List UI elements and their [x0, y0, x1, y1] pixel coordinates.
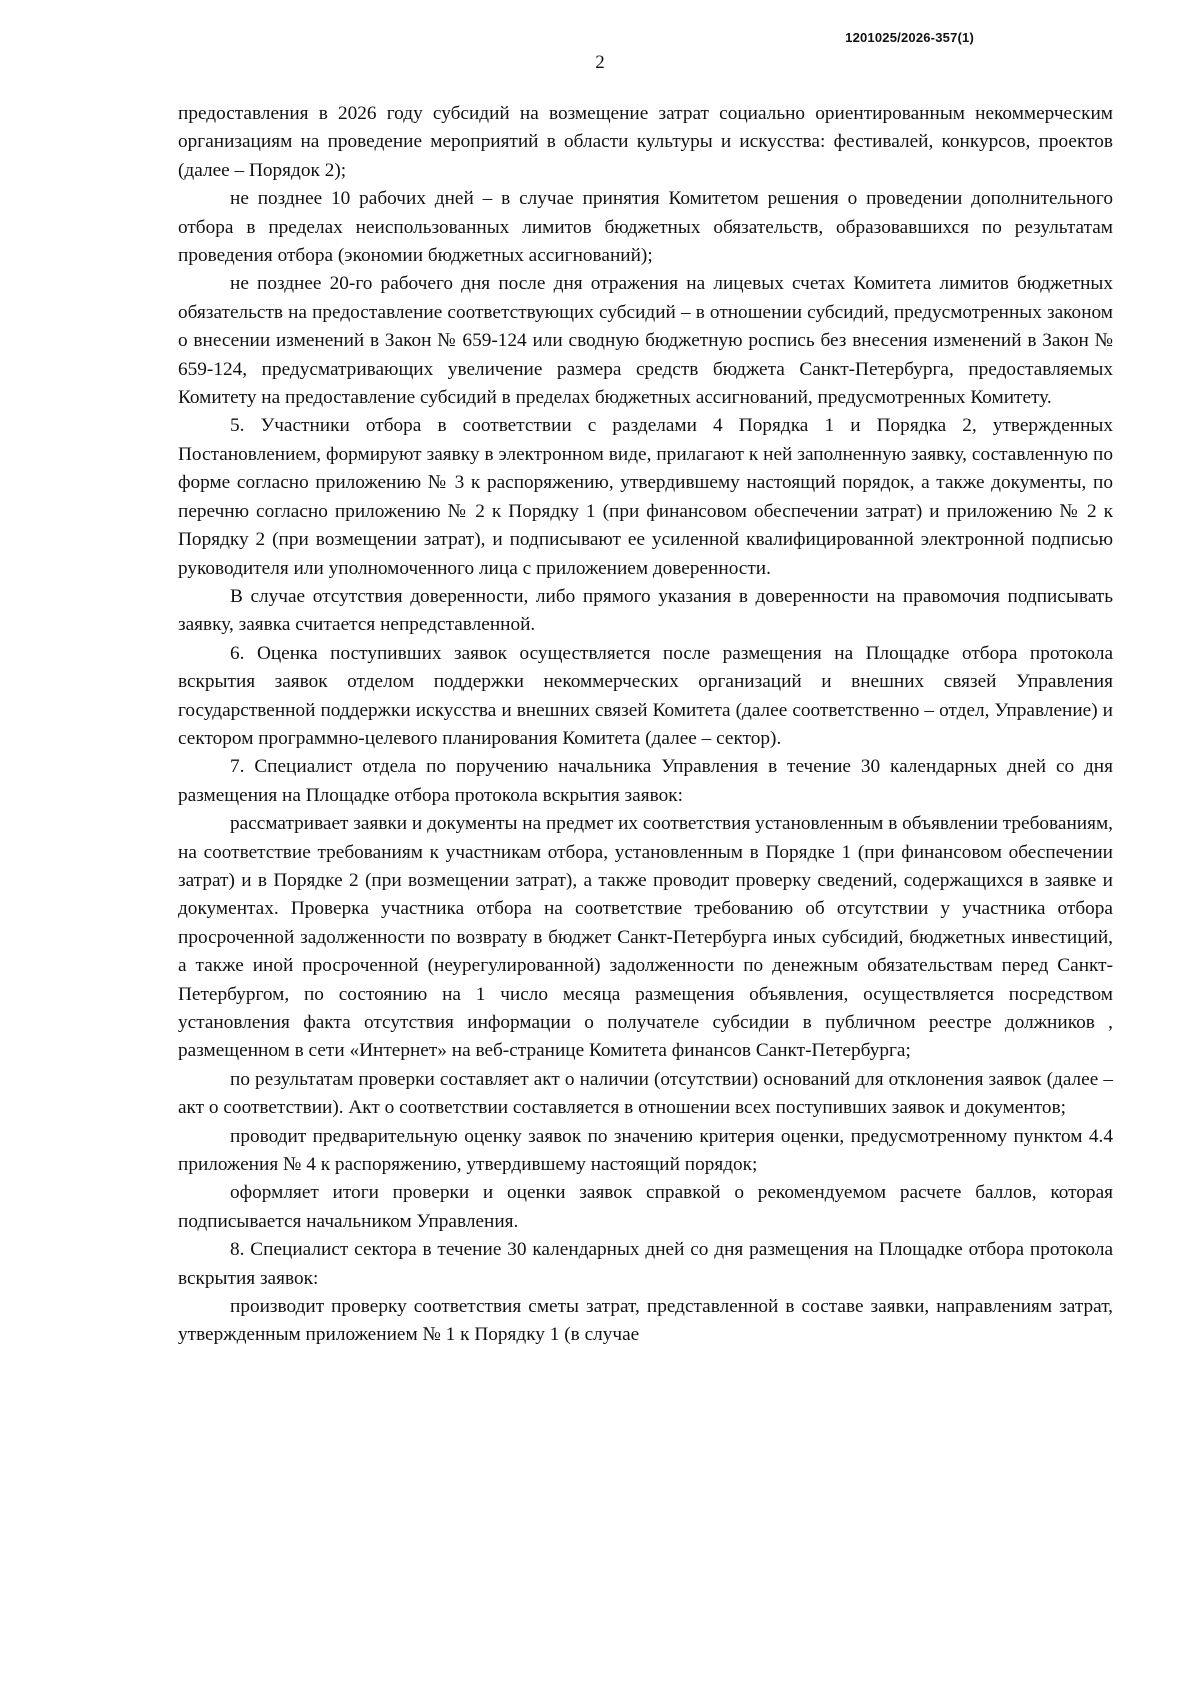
paragraph-item-7-summary: оформляет итоги проверки и оценки заявок справкой о рекомендуемом расчете баллов, которая подписывается начальником Управления. — [178, 1182, 1113, 1232]
paragraph-item-7-preliminary-evaluation: проводит предварительную оценку заявок по значению критерия оценки, предусмотренному пунктом 4.4 приложения № 4 к распоряжению, утвердившему настоящий порядок; — [178, 1125, 1113, 1176]
paragraph-item-6: 6. Оценка поступивших заявок осуществляется после размещения на Площадке отбора протокола вскрытия заявок отделом поддержки некоммерческих организаций и внешних связей Управления государственной поддержки искусства и внешних связей Комитета (далее соответственно – отдел, Управление) и сектором программно-целевого планирования Комитета (далее – сектор). — [178, 642, 1113, 749]
paragraph-budget-limits-deadline: не позднее 20-го рабочего дня после дня отражения на лицевых счетах Комитета лимитов бюджетных обязательств на предоставление соответствующих субсидий – в отношении субсидий, предусмотренных законом о внесении изменений в Закон № 659-124 или сводную бюджетную роспись без внесения изменений в Закон № 659-124, предусматривающих увеличение размера средств бюджета Санкт-Петербурга, предоставляемых Комитету на предоставление субсидий в пределах бюджетных ассигнований, предусмотренных Комитету. — [178, 273, 1113, 409]
paragraph-item-8-estimate-check: производит проверку соответствия сметы затрат, представленной в составе заявки, направлениям затрат, утвержденным приложением № 1 к Порядку 1 (в случае — [178, 1296, 1113, 1346]
paragraph-item-5: 5. Участники отбора в соответствии с разделами 4 Порядка 1 и Порядка 2, утвержденных Постановлением, формируют заявку в электронном виде, прилагают к ней заполненную заявку, составленную по форме согласно приложению № 3 к распоряжению, утвердившему настоящий порядок, а также документы, по перечню согласно приложению № 2 к Порядку 1 (при финансовом обеспечении затрат) и приложению № 2 к Порядку 2 (при возмещении затрат), и подписывают ее усиленной квалифицированной электронной подписью руководителя или уполномоченного лица с приложением доверенности. — [178, 415, 1113, 579]
paragraph-item-7-act: по результатам проверки составляет акт о наличии (отсутствии) оснований для отклонения заявок (далее – акт о соответствии). Акт о соответствии составляется в отношении всех поступивших заявок и документов; — [178, 1068, 1113, 1119]
paragraph-item-7: 7. Специалист отдела по поручению начальника Управления в течение 30 календарных дней со дня размещения на Площадке отбора протокола вскрытия заявок: — [178, 756, 1113, 806]
paragraph-item-7-review: рассматривает заявки и документы на предмет их соответствия установленным в объявлении требованиям, на соответствие требованиям к участникам отбора, установленным в Порядке 1 (при финансовом обеспечении затрат) и в Порядке 2 (при возмещении затрат), а также проводит проверку сведений, содержащихся в заявке и документах. Проверка участника отбора на соответствие требованию об отсутствии у участника отбора просроченной задолженности по возврату в бюджет Санкт-Петербурга иных субсидий, бюджетных инвестиций, а также иной просроченной (неурегулированной) задолженности по денежным обязательствам перед Санкт-Петербургом, по состоянию на 1 число месяца размещения объявления, осуществляется посредством установления факта отсутствия информации о получателе субсидии в публичном реестре должников , размещенном в сети «Интернет» на веб-странице Комитета финансов Санкт-Петербурга; — [178, 813, 1113, 1062]
page-number: 2 — [595, 52, 605, 73]
document-registration-number: 1201025/2026-357(1) — [845, 30, 974, 45]
paragraph-continuation: предоставления в 2026 году субсидий на возмещение затрат социально ориентированным некоммерческим организациям на проведение мероприятий в области культуры и искусства: фестивалей, конкурсов, проектов (далее – Порядок 2); — [178, 103, 1113, 181]
document-body — [178, 100, 1113, 1350]
paragraph-additional-selection-deadline: не позднее 10 рабочих дней – в случае принятия Комитетом решения о проведении дополнительного отбора в пределах неиспользованных лимитов бюджетных обязательств, образовавшихся по результатам проведения отбора (экономии бюджетных ассигнований); — [178, 188, 1113, 267]
paragraph-power-of-attorney: В случае отсутствия доверенности, либо прямого указания в доверенности на правомочия подписывать заявку, заявка считается непредставленной. — [178, 585, 1113, 636]
paragraph-item-8: 8. Специалист сектора в течение 30 календарных дней со дня размещения на Площадке отбора протокола вскрытия заявок: — [178, 1239, 1113, 1289]
